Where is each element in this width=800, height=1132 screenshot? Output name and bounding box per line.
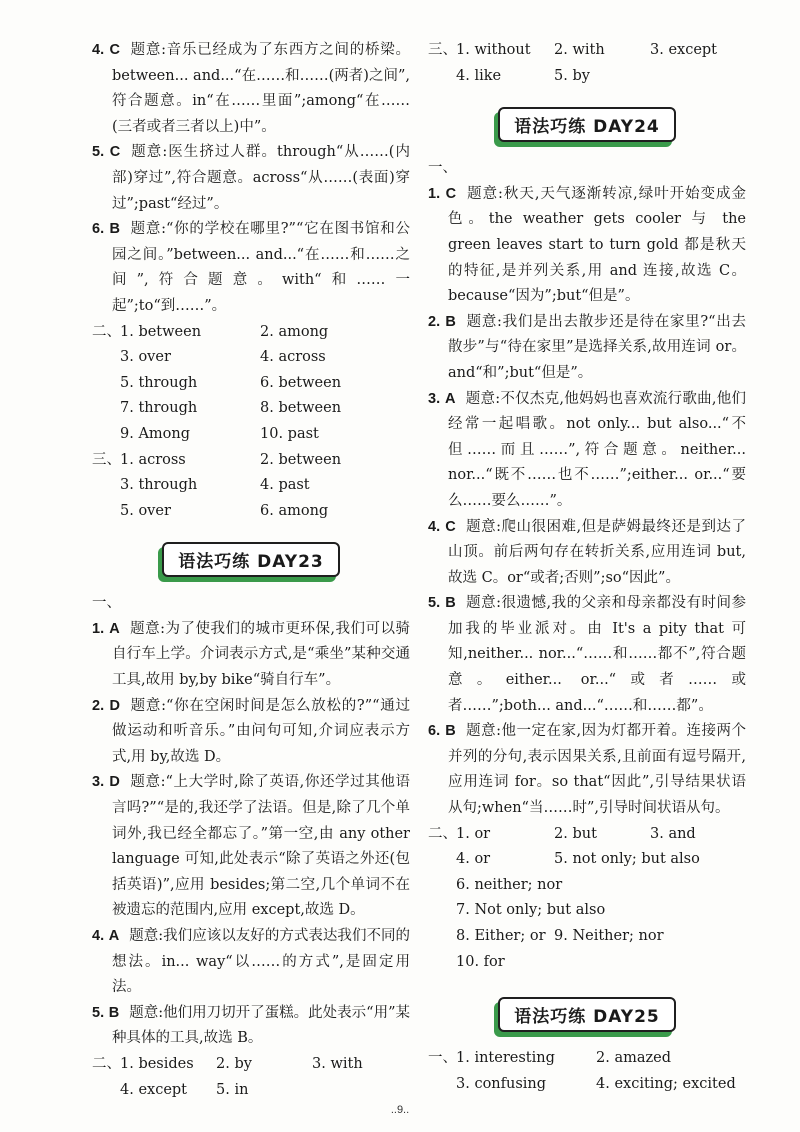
answer-item: 4. A 题意:我们应该以友好的方式表达我们不同的想法。in... way“以……的方式”,是固定用法。 — [92, 928, 411, 996]
answer-cell: 4. exciting; excited — [596, 1075, 736, 1092]
answer-cell: 1. across — [120, 451, 186, 468]
answer-item: 4. C 题意:爬山很困难,但是萨姆最终还是到达了山顶。前后两句存在转折关系,应用连词 but,故选 C。or“或者;否则”;so“因此”。 — [428, 518, 747, 586]
answer-cell: 9. Among — [120, 425, 191, 442]
answer-item: 3. A 题意:不仅杰克,他妈妈也喜欢流行歌曲,他们经常一起唱歌。not only... but also...“不但……而且……”,符合题意。neither... nor...“既不……也不……”;either... or...“要么……要么……”。 — [428, 390, 746, 509]
answer-cell: 6. between — [260, 374, 342, 391]
answer-cell: 2. between — [260, 451, 342, 468]
answer-cell: 1. without — [456, 42, 531, 58]
answer-cell: 3. through — [120, 477, 198, 494]
day-banner-wrap — [428, 997, 746, 1032]
answer-item: 6. B 题意:他一定在家,因为灯都开着。连接两个并列的分句,表示因果关系,且前面有逗号隔开,应用连词 for。so that“因此”,引导结果状语从句;when“当……时”,引导时间状语从句。 — [428, 723, 747, 817]
answer-item: 3. D 题意:“上大学时,除了英语,你还学过其他语言吗?”“是的,我还学了法语。但是,除了几个单词外,我已经全都忘了。”第一空,由 any other language 可知,此处表示“除了英语之外还(包括英语)”,应用 besides;第二空,几个单词不在被遗忘的范围内,应用 except,故选 D。 — [92, 774, 410, 919]
answer-cell: 3. and — [650, 825, 696, 842]
answer-cell: 5. through — [120, 374, 198, 391]
answer-item: 1. C 题意:秋天,天气逐渐转凉,绿叶开始变成金色。the weather gets cooler 与 the green leaves start to turn gold 都是秋天的特征,是并列关系,用 and 连接,故选 C。because“因为”;but“但是”。 — [428, 185, 746, 305]
answer-grid — [92, 320, 410, 448]
answer-item: 5. C 题意:医生挤过人群。through“从……(内部)穿过”,符合题意。across“从……(表面)穿过”;past“经过”。 — [92, 144, 410, 212]
answer-cell: 3. with — [312, 1055, 363, 1072]
answer-cell: 4. past — [260, 477, 310, 494]
answer-cell: 9. Neither; nor — [554, 928, 664, 944]
answer-cell: 4. across — [260, 349, 326, 366]
answer-cell: 5. by — [554, 67, 590, 84]
section-label: 一、 — [428, 160, 457, 177]
answer-cell: 10. past — [260, 425, 319, 442]
page-number: ..9.. — [390, 1104, 410, 1116]
answer-cell: 3. confusing — [456, 1075, 547, 1092]
answer-item: 5. B 题意:很遗憾,我的父亲和母亲都没有时间参加我的毕业派对。由 It's a pity that 可知,neither... nor...“……和……都不”,符合题意。either... or...“或者……或者……”;both... and...“……和……都”。 — [428, 595, 747, 714]
answer-cell: 4. like — [456, 67, 502, 84]
answer-cell: 2. but — [554, 825, 597, 842]
answer-cell: 5. not only; but also — [554, 851, 700, 868]
answer-grid — [428, 38, 746, 89]
answer-item: 2. D 题意:“你在空闲时间是怎么放松的?”“通过做运动和听音乐。”由问句可知,介词应表示方式,用 by,故选 D。 — [92, 697, 410, 765]
answer-item: 5. B 题意:他们用刀切开了蛋糕。此处表示“用”某种具体的工具,故选 B。 — [92, 1004, 411, 1047]
day24-banner: 语法巧练 DAY24 — [498, 107, 676, 142]
answer-cell: 2. by — [216, 1055, 252, 1072]
answer-cell: 1. or — [456, 825, 491, 842]
answer-cell: 6. neither; nor — [456, 876, 563, 893]
day23-banner: 语法巧练 DAY23 — [162, 542, 340, 577]
answer-cell: 2. with — [554, 42, 605, 58]
answer-cell: 1. besides — [120, 1055, 194, 1072]
section-label: 二、 — [92, 323, 121, 340]
answer-grid — [428, 822, 746, 976]
section-label: 一、 — [428, 1050, 457, 1067]
answer-cell: 8. between — [260, 400, 342, 417]
section-label: 二、 — [428, 825, 457, 842]
answer-item: 1. A 题意:为了使我们的城市更环保,我们可以骑自行车上学。介词表示方式,是“乘坐”某种交通工具,故用 by,by bike“骑自行车”。 — [92, 620, 411, 689]
section-label: 一、 — [92, 595, 121, 612]
answer-cell: 4. or — [456, 851, 491, 868]
answer-cell: 1. interesting — [456, 1050, 555, 1067]
answer-cell: 10. for — [456, 953, 505, 970]
right-column — [428, 38, 746, 1097]
answer-cell: 7. through — [120, 400, 198, 417]
answer-grid — [92, 1052, 410, 1103]
answer-cell: 6. among — [260, 502, 329, 519]
left-column — [92, 38, 410, 1103]
day25-banner: 语法巧练 DAY25 — [498, 997, 676, 1032]
answer-cell: 4. except — [120, 1081, 188, 1098]
answer-cell: 2. among — [260, 323, 329, 340]
answer-cell: 5. over — [120, 502, 171, 519]
answer-cell: 2. amazed — [596, 1050, 671, 1067]
answer-cell: 8. Either; or — [456, 928, 546, 944]
answer-cell: 3. except — [650, 42, 718, 58]
answer-cell: 7. Not only; but also — [456, 902, 606, 919]
answer-item: 6. B 题意:“你的学校在哪里?”“它在图书馆和公园之间。”between... and...“在……和……之间”,符合题意。with“和……一起”;to“到……”。 — [92, 221, 410, 314]
answer-grid — [92, 448, 410, 525]
section-label: 三、 — [428, 42, 457, 58]
answer-cell: 3. over — [120, 349, 171, 366]
answer-cell: 5. in — [216, 1081, 249, 1098]
day-banner-wrap — [428, 107, 746, 142]
answer-item: 2. B 题意:我们是出去散步还是待在家里?“出去散步”与“待在家里”是选择关系,故用连词 or。and“和”;but“但是”。 — [428, 313, 746, 381]
answer-grid — [428, 1046, 746, 1097]
day-banner-wrap — [92, 542, 410, 577]
section-label: 三、 — [92, 451, 121, 468]
answer-cell: 1. between — [120, 323, 202, 340]
section-label: 二、 — [92, 1055, 121, 1072]
answer-item: 4. C 题意:音乐已经成为了东西方之间的桥梁。between... and...“在……和……(两者)之间”,符合题意。in“在……里面”;among“在……(三者或者三者以上)中”。 — [92, 42, 410, 135]
